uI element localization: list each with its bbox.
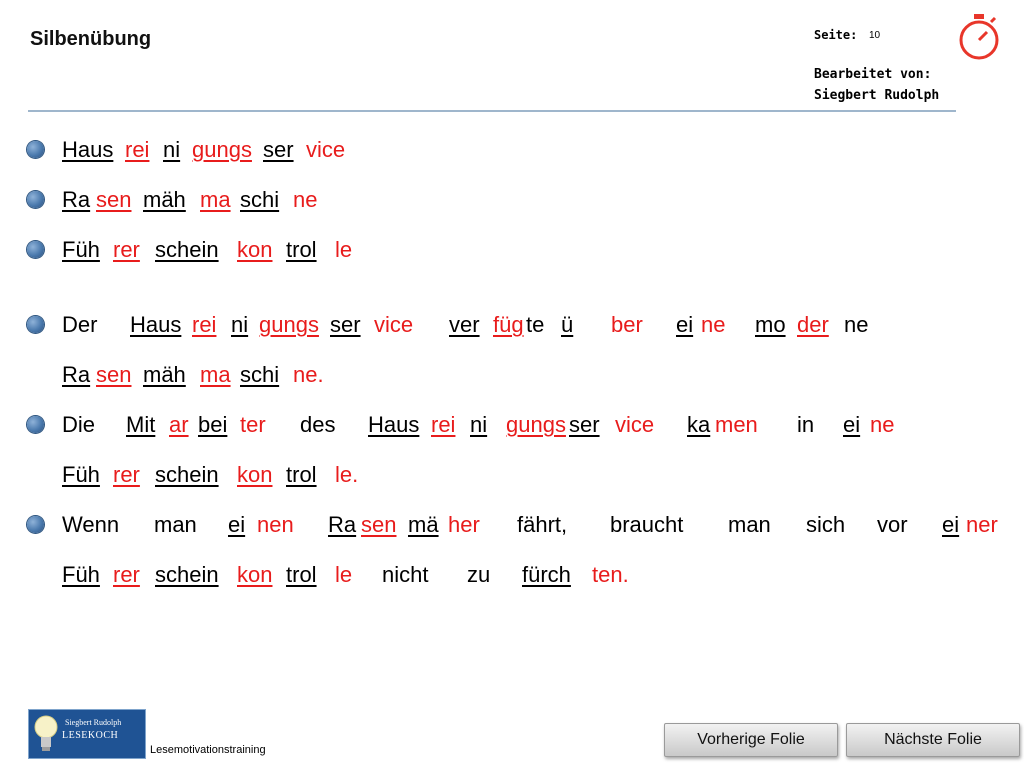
syllable: rer (113, 462, 140, 487)
syllable: le (335, 237, 353, 262)
syllable: schi (240, 187, 280, 212)
syllable: gungs (192, 137, 252, 162)
editor-label: Bearbeitet von: (814, 67, 932, 82)
syllable: rer (113, 237, 140, 262)
syllable: ser (330, 312, 361, 337)
lesekoch-logo (28, 709, 146, 759)
bullet-icon (27, 241, 44, 258)
page-label: Seite: (814, 28, 858, 42)
syllable-line (62, 408, 1012, 442)
syllable: ner (966, 512, 998, 537)
syllable: ei (228, 512, 246, 537)
next-slide-button[interactable]: Nächste Folie (846, 723, 1020, 757)
previous-slide-button[interactable]: Vorherige Folie (664, 723, 838, 757)
syllable-line (62, 458, 1012, 492)
syllable: Haus (130, 312, 182, 337)
bullet-icon (27, 316, 44, 333)
syllable: mo (755, 312, 786, 337)
syllable: ne (293, 187, 318, 212)
syllable: ne (870, 412, 895, 437)
syllable: sich (806, 512, 846, 537)
stopwatch-icon[interactable] (956, 12, 1002, 62)
syllable: ser (263, 137, 294, 162)
syllable: ei (676, 312, 694, 337)
syllable: ni (470, 412, 488, 437)
syllable: kon (237, 237, 273, 262)
syllable: fürch (522, 562, 571, 587)
syllable: vor (877, 512, 908, 537)
syllable: ber (611, 312, 643, 337)
syllable: ne. (293, 362, 324, 387)
header-divider (28, 110, 956, 112)
syllable: gungs (259, 312, 319, 337)
syllable: sen (96, 362, 132, 387)
syllable: sen (96, 187, 132, 212)
syllable: kon (237, 462, 273, 487)
syllable: ma (200, 362, 231, 387)
syllable: Haus (62, 137, 114, 162)
syllable: vice (374, 312, 414, 337)
syllable: trol (286, 237, 317, 262)
syllable: gungs (506, 412, 566, 437)
syllable: Ra (62, 187, 91, 212)
syllable-line (62, 558, 1012, 592)
syllable: zu (467, 562, 491, 587)
syllable: ten. (592, 562, 629, 587)
bullet-icon (27, 416, 44, 433)
syllable-line (62, 308, 1012, 342)
bullet-icon (27, 191, 44, 208)
syllable: rei (431, 412, 456, 437)
syllable: le. (335, 462, 359, 487)
syllable: ni (163, 137, 181, 162)
syllable: man (728, 512, 771, 537)
page-title: Silbenübung (30, 28, 152, 50)
syllable: her (448, 512, 480, 537)
syllable: ne (844, 312, 869, 337)
syllable: vice (615, 412, 655, 437)
syllable: trol (286, 562, 317, 587)
syllable: ne (701, 312, 726, 337)
syllable: Haus (368, 412, 420, 437)
syllable: ka (687, 412, 711, 437)
syllable: in (797, 412, 815, 437)
syllable: nicht (382, 562, 429, 587)
syllable: rei (192, 312, 217, 337)
syllable: Mit (126, 412, 156, 437)
syllable-line (62, 233, 1012, 267)
bullet-icon (27, 141, 44, 158)
syllable: ser (569, 412, 600, 437)
syllable: des (300, 412, 336, 437)
syllable: schein (155, 562, 219, 587)
syllable: ni (231, 312, 249, 337)
syllable: schein (155, 462, 219, 487)
syllable: ei (843, 412, 861, 437)
syllable: le (335, 562, 353, 587)
syllable: ei (942, 512, 960, 537)
logo-brand: LESEKOCH (62, 730, 119, 741)
syllable: ar (169, 412, 189, 437)
syllable-line (62, 358, 1012, 392)
footer-caption: Lesemotivationstraining (150, 744, 266, 756)
syllable: Ra (328, 512, 357, 537)
syllable: Ra (62, 362, 91, 387)
syllable: mäh (143, 187, 186, 212)
syllable-line (62, 183, 1012, 217)
syllable: sen (361, 512, 397, 537)
syllable: Füh (62, 562, 100, 587)
syllable: vice (306, 137, 346, 162)
logo-author: Siegbert Rudolph (65, 718, 122, 727)
syllable: ü (561, 312, 574, 337)
syllable: Die (62, 412, 96, 437)
syllable: kon (237, 562, 273, 587)
syllable: Füh (62, 237, 100, 262)
syllable: te (526, 312, 545, 337)
syllable: rer (113, 562, 140, 587)
syllable: mäh (143, 362, 186, 387)
syllable: mä (408, 512, 439, 537)
syllable: Der (62, 312, 98, 337)
syllable: nen (257, 512, 294, 537)
syllable: schi (240, 362, 280, 387)
syllable-line (62, 133, 1012, 167)
syllable: bei (198, 412, 228, 437)
page-number: 10 (869, 30, 881, 41)
syllable: man (154, 512, 197, 537)
syllable: rei (125, 137, 150, 162)
syllable: ver (449, 312, 480, 337)
syllable: fährt, (517, 512, 568, 537)
syllable: füg (493, 312, 524, 337)
lightbulb-icon (33, 713, 59, 755)
syllable: ter (240, 412, 266, 437)
syllable: ma (200, 187, 231, 212)
syllable: braucht (610, 512, 684, 537)
syllable: men (715, 412, 758, 437)
syllable-line (62, 508, 1012, 542)
syllable: Füh (62, 462, 100, 487)
syllable: der (797, 312, 829, 337)
editor-name: Siegbert Rudolph (814, 88, 940, 103)
bullet-icon (27, 516, 44, 533)
syllable: trol (286, 462, 317, 487)
syllable: schein (155, 237, 219, 262)
syllable: Wenn (62, 512, 120, 537)
